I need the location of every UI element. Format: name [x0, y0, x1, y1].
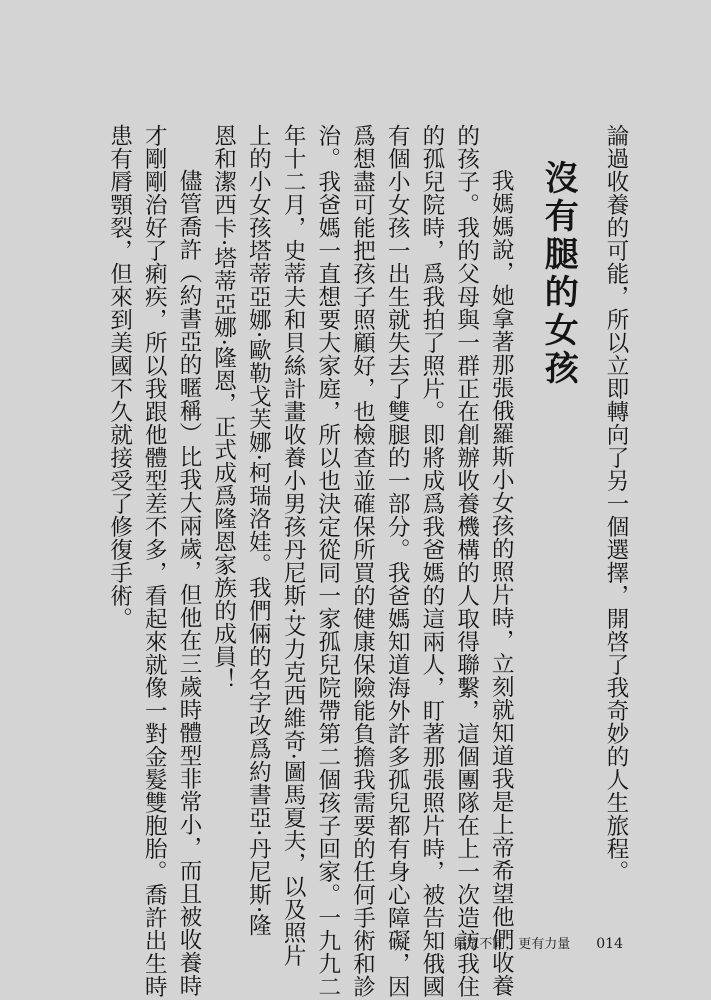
text-column: 才剛剛治好了痢疾，所以我跟他體型差不多，看起來就像一對金髮雙胞胎。喬許出生時 [141, 124, 168, 998]
text-column: 我媽媽說，她拿著那張俄羅斯小女孩的照片時，立刻就知道我是上帝希望他們收養 [488, 169, 515, 997]
page-number: 014 [596, 936, 623, 952]
running-title: 與眾不同，更有力量 [453, 937, 571, 952]
text-column: 的孤兒院時，爲我拍了照片。即將成爲我爸媽的這兩人，盯著那張照片時，被告知俄國 [418, 124, 445, 998]
text-column: 的孩子。我的父母與一群正在創辦收養機構的人取得聯繫，這個團隊在上一次造訪我住 [453, 124, 480, 998]
text-column: 恩和潔西卡·塔蒂亞娜·隆恩，正式成爲隆恩家族的成員！ [210, 124, 237, 692]
text-column: 儘管喬許（約書亞的暱稱）比我大兩歲，但他在三歲時體型非常小，而且被收養時 [175, 169, 202, 997]
text-column: 患有脣顎裂，但來到美國不久就接受了修復手術。 [106, 124, 133, 630]
page-footer [453, 933, 623, 952]
text-column: 年十二月，史蒂夫和貝絲計畫收養小男孩丹尼斯·艾力克西維奇·圖馬夏夫，以及照片 [280, 124, 307, 968]
text-column: 有個小女孩一出生就失去了雙腿的一部分。我爸媽知道海外許多孤兒都有身心障礙，因 [384, 124, 411, 998]
text-column: 治。我爸媽一直想要大家庭，所以也決定從同一家孤兒院帶第二個孩子回家。一九九二 [314, 124, 341, 998]
chapter-title: 沒有腿的女孩 [538, 160, 579, 388]
text-column: 爲想盡可能把孩子照顧好，也檢查並確保所買的健康保險能負擔我需要的任何手術和診 [349, 124, 376, 998]
text-column: 論過收養的可能，所以立即轉向了另一個選擇，開啓了我奇妙的人生旅程。 [603, 124, 629, 883]
text-column: 上的小女孩塔蒂亞娜·歐勒戈芙娜·柯瑞洛娃。我們倆的名字改爲約書亞·丹尼斯·隆 [245, 124, 272, 937]
